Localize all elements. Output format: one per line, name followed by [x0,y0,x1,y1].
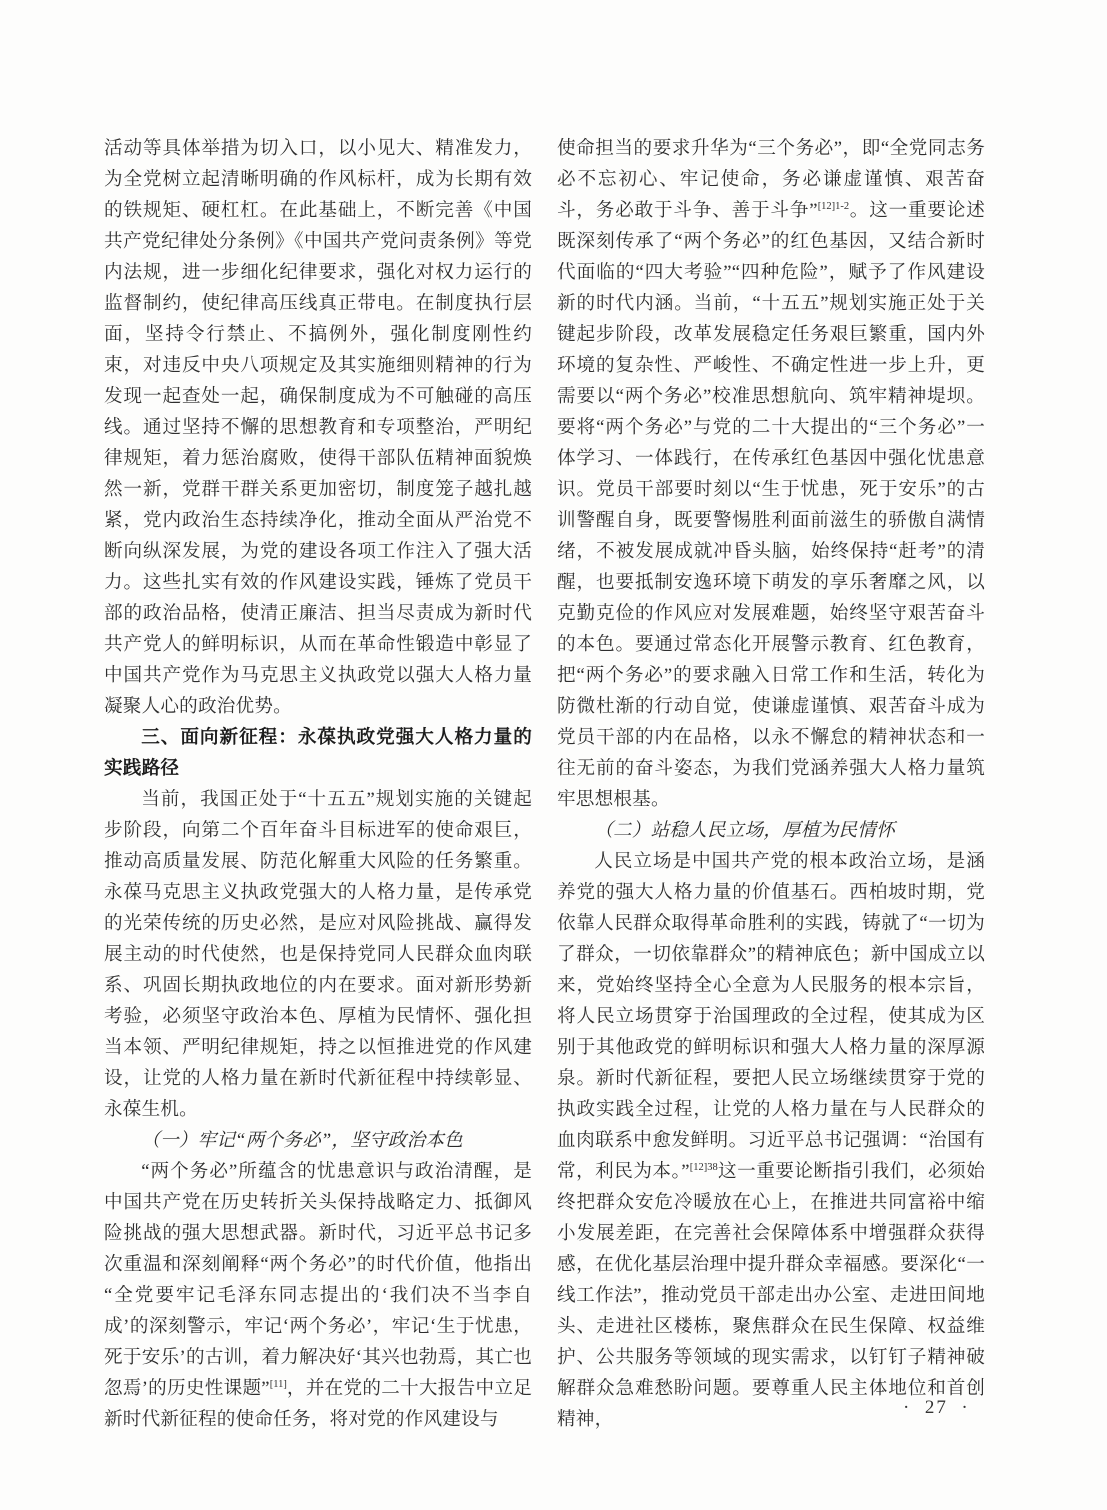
paragraph-text: ，并在党的二十大报告中立足新时代新征程的使命任务，将对党的作风建设与 [104,1378,532,1430]
paragraph-continuation: 活动等具体举措为切入口，以小见大、精准发力，为全党树立起清晰明确的作风标杆，成为长期有效的铁规矩、硬杠杠。在此基础上，不断完善《中国共产党纪律处分条例》《中国共产党问责条例》等党内法规，进一步细化纪律要求，强化对权力运行的监督制约，使纪律高压线真正带电。在制度执行层面，坚持令行禁止、不搞例外，强化制度刚性约束，对违反中央八项规定及其实施细则精神的行为发现一起查处一起，确保制度成为不可触碰的高压线。通过坚持不懈的思想教育和专项整治，严明纪律规矩，着力惩治腐败，使得干部队伍精神面貌焕然一新，党群干群关系更加密切，制度笼子越扎越紧，党内政治生态持续净化，推动全面从严治党不断向纵深发展，为党的建设各项工作注入了强大活力。这些扎实有效的作风建设实践，锤炼了党员干部的政治品格，使清正廉洁、担当尽责成为新时代共产党人的鲜明标识，从而在革命性锻造中彰显了中国共产党作为马克思主义执政党以强大人格力量凝聚人心的政治优势。 [104,138,532,717]
paragraph-text: 人民立场是中国共产党的根本政治立场，是涵养党的强大人格力量的价值基石。西柏坡时期，党依靠人民群众取得革命胜利的实践，铸就了“一切为了群众，一切依靠群众”的精神底色；新中国成立以来，党始终坚持全心全意为人民服务的根本宗旨，将人民立场贯穿于治国理政的全过程，使其成为区别于其他政党的鲜明标识和强大人格力量的深厚源泉。新时代新征程，要把人民立场继续贯穿于党的执政实践全过程，让党的人格力量在与人民群众的血肉联系中愈发鲜明。习近平总书记强调：“治国有常，利民为本。” [557,851,985,1182]
paragraph-text: 使命担当的要求升华为“三个务必”，即“全党同志务必不忘初心、牢记使命，务必谦虚谨慎、艰苦奋斗，务必敢于斗争、善于斗争” [557,138,985,221]
citation-ref: [12]38 [689,1161,718,1173]
subsection-heading-2: （二）站稳人民立场，厚植为民情怀 [594,820,895,841]
paragraph-text: “两个务必”所蕴含的忧患意识与政治清醒，是中国共产党在历史转折关头保持战略定力、抵御风险挑战的强大思想武器。新时代，习近平总书记多次重温和深刻阐释“两个务必”的时代价值，他指出“全党要牢记毛泽东同志提出的‘我们决不当李自成’的深刻警示，牢记‘两个务必’，牢记‘生于忧患，死于安乐’的古训，着力解决好‘其兴也勃焉，其亡也忽焉’的历史性课题” [104,1161,532,1399]
section-heading: 三、面向新征程：永葆执政党强大人格力量的实践路径 [104,727,532,779]
paragraph-with-citation [557,846,985,1435]
citation-ref: [12]1-2 [817,200,850,212]
paragraph-with-citation [104,1156,532,1435]
citation-ref: [11] [269,1378,287,1390]
right-column [557,133,985,1435]
paragraph: 当前，我国正处于“十五五”规划实施的关键起步阶段，向第二个百年奋斗目标进军的使命艰巨，推动高质量发展、防范化解重大风险的任务繁重。永葆马克思主义执政党强大的人格力量，是传承党的光荣传统的历史必然，是应对风险挑战、赢得发展主动的时代使然，也是保持党同人民群众血肉联系、巩固长期执政地位的内在要求。面对新形势新考验，必须坚守政治本色、厚植为民情怀、强化担当本领、严明纪律规矩，持之以恒推进党的作风建设，让党的人格力量在新时代新征程中持续彰显、永葆生机。 [104,789,532,1120]
subsection-heading-1: （一）牢记“两个务必”，坚守政治本色 [141,1130,463,1151]
page-number: · 27 · [903,1397,970,1418]
paragraph-continuation-with-citation [557,133,985,815]
left-column [104,133,532,1435]
paragraph-text: 。这一重要论述既深刻传承了“两个务必”的红色基因，又结合新时代面临的“四大考验”“四种危险”，赋予了作风建设新的时代内涵。当前，“十五五”规划实施正处于关键起步阶段，改革发展稳定任务艰巨繁重，国内外环境的复杂性、严峻性、不确定性进一步上升，更需要以“两个务必”校准思想航向、筑牢精神堤坝。要将“两个务必”与党的二十大提出的“三个务必”一体学习、一体践行，在传承红色基因中强化忧患意识。党员干部要时刻以“生于忧患，死于安乐”的古训警醒自身，既要警惕胜利面前滋生的骄傲自满情绪，不被发展成就冲昏头脑，始终保持“赶考”的清醒，也要抵制安逸环境下萌发的享乐奢靡之风，以克勤克俭的作风应对发展难题，始终坚守艰苦奋斗的本色。要通过常态化开展警示教育、红色教育，把“两个务必”的要求融入日常工作和生活，转化为防微杜渐的行动自觉，使谦虚谨慎、艰苦奋斗成为党员干部的内在品格，以永不懈怠的精神状态和一往无前的奋斗姿态，为我们党涵养强大人格力量筑牢思想根基。 [557,200,985,810]
paragraph-text: 这一重要论断指引我们，必须始终把群众安危冷暖放在心上，在推进共同富裕中缩小发展差距，在完善社会保障体系中增强群众获得感，在优化基层治理中提升群众幸福感。要深化“一线工作法”，推动党员干部走出办公室、走进田间地头、走进社区楼栋，聚焦群众在民生保障、权益维护、公共服务等领域的现实需求，以钉钉子精神破解群众急难愁盼问题。要尊重人民主体地位和首创精神， [557,1161,985,1430]
